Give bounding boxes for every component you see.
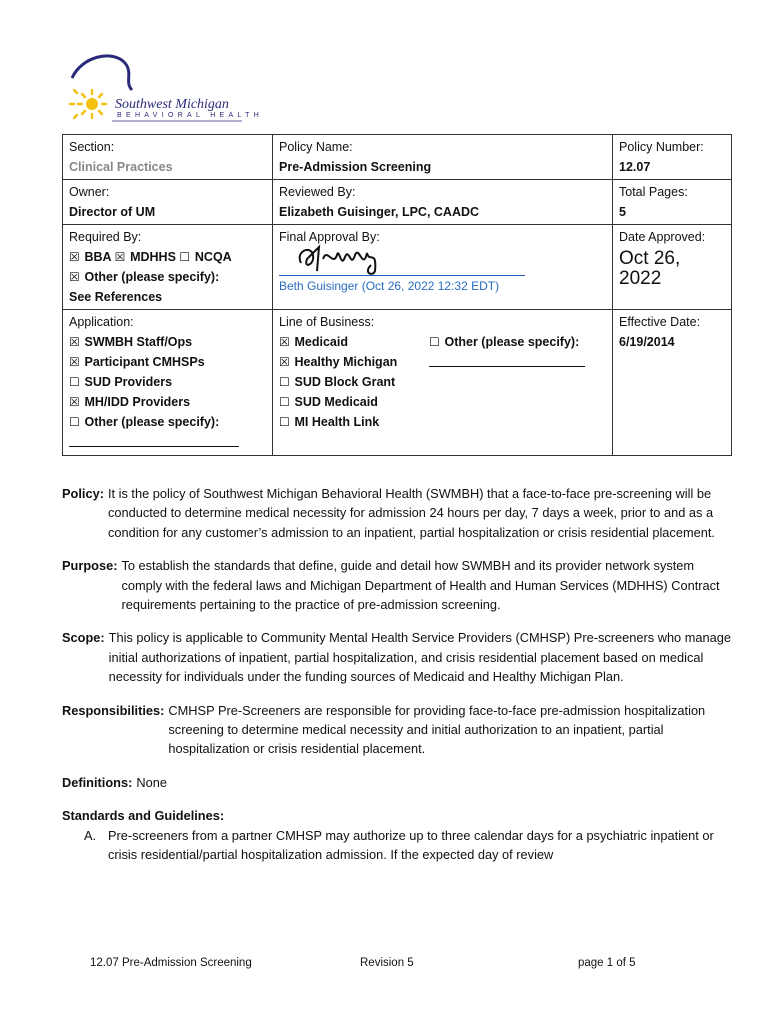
scope-label: Scope: [62, 630, 105, 646]
section-cell [63, 135, 273, 180]
section-value: Clinical Practices [69, 160, 173, 174]
policy-name-cell [273, 135, 613, 180]
policy-body [62, 484, 732, 865]
checked-box-icon[interactable]: ☒ [69, 335, 80, 349]
checked-box-icon[interactable]: ☒ [279, 335, 290, 349]
definitions-paragraph [62, 773, 732, 792]
logo-name: Southwest Michigan [115, 97, 229, 112]
application-other-blank[interactable] [69, 432, 239, 447]
checked-box-icon[interactable]: ☒ [69, 250, 80, 264]
effective-date-cell [613, 310, 732, 456]
required-by-label: Required By: [69, 230, 142, 244]
responsibilities-label: Responsibilities: [62, 702, 165, 718]
policy-number-label: Policy Number: [619, 140, 704, 154]
policy-name-value: Pre-Admission Screening [279, 160, 432, 174]
application-label: Application: [69, 315, 134, 329]
policy-label: Policy: [62, 486, 104, 501]
footer-left: 12.07 Pre-Admission Screening [90, 957, 252, 969]
checked-box-icon[interactable]: ☒ [69, 355, 80, 369]
date-approved-value: Oct 26, 2022 [619, 248, 681, 289]
final-approval-cell [273, 225, 613, 310]
lob-other: Other (please specify): [444, 335, 580, 349]
reviewed-cell [273, 180, 613, 225]
unchecked-box-icon[interactable]: ☐ [279, 375, 290, 389]
application-item: Other (please specify): [84, 415, 220, 429]
checked-box-icon[interactable]: ☒ [279, 355, 290, 369]
standards-item-number: A. [84, 827, 97, 843]
required-mdhhs: MDHHS [130, 250, 176, 264]
unchecked-box-icon[interactable]: ☐ [179, 250, 191, 264]
total-pages-value: 5 [619, 205, 626, 219]
policy-header-table [62, 134, 732, 456]
signature-image [293, 241, 393, 277]
required-bba: BBA [84, 250, 112, 264]
purpose-label: Purpose: [62, 558, 118, 574]
footer-center: Revision 5 [360, 957, 414, 969]
checked-box-icon[interactable]: ☒ [114, 250, 126, 264]
unchecked-box-icon[interactable]: ☐ [69, 415, 80, 429]
unchecked-box-icon[interactable]: ☐ [429, 335, 440, 349]
date-approved-label: Date Approved: [619, 230, 706, 244]
line-of-business-cell [273, 310, 613, 456]
final-approval-label: Final Approval By: [279, 230, 380, 244]
effective-date-value: 6/19/2014 [619, 335, 675, 349]
scope-paragraph [62, 628, 732, 686]
owner-cell [63, 180, 273, 225]
purpose-text: To establish the standards that define, guide and detail how SWMBH and its provider network system comply with the federal laws and Michigan Department of Health and Human Services (MDHHS) Contract requirements pertaining to the practice of pre-admission screening. [121, 558, 720, 613]
policy-paragraph [62, 484, 732, 542]
required-other: Other (please specify): [84, 270, 220, 284]
policy-text: It is the policy of Southwest Michigan Behavioral Health (SWMBH) that a face-to-face pre-screening will be conducted to determine medical necessity for admission 24 hours per day, 7 days a week, prior to and as a condition for any customer’s admission to an inpatient, partial hospitalization or crisis residential placement. [107, 486, 715, 540]
total-pages-cell [613, 180, 732, 225]
footer-right: page 1 of 5 [578, 957, 636, 969]
lob-item: Healthy Michigan [294, 355, 398, 369]
unchecked-box-icon[interactable]: ☐ [279, 415, 290, 429]
logo-subtitle: BEHAVIORAL HEALTH [117, 112, 264, 119]
lob-label: Line of Business: [279, 315, 375, 329]
required-by-cell [63, 225, 273, 310]
standards-item-text: Pre-screeners from a partner CMHSP may authorize up to three calendar days for a psychiatric inpatient or crisis residential/partial hospitalization admission. If the expected day of review [108, 827, 714, 863]
application-item: MH/IDD Providers [84, 395, 191, 409]
policy-number-cell [613, 135, 732, 180]
lob-item: SUD Medicaid [294, 395, 378, 409]
standards-title: Standards and Guidelines: [62, 808, 225, 824]
lob-other-blank[interactable] [429, 352, 585, 367]
date-approved-cell [613, 225, 732, 310]
lob-item: MI Health Link [294, 415, 380, 429]
definitions-text: None [136, 774, 167, 790]
purpose-paragraph [62, 556, 732, 614]
unchecked-box-icon[interactable]: ☐ [279, 395, 290, 409]
application-item: SWMBH Staff/Ops [84, 335, 193, 349]
required-other-value: See References [69, 290, 163, 304]
application-item: Participant CMHSPs [84, 355, 205, 369]
total-pages-label: Total Pages: [619, 185, 688, 199]
effective-date-label: Effective Date: [619, 315, 701, 329]
standards-item [84, 826, 732, 865]
reviewed-value: Elizabeth Guisinger, LPC, CAADC [279, 205, 480, 219]
lob-item: SUD Block Grant [294, 375, 396, 389]
scope-text: This policy is applicable to Community Mental Health Service Providers (CMHSP) Pre-screeners who manage initial authorizations of inpatient, partial hospitalization, and crisis residential placement based on medical necessity for individuals under the funding sources of Medicaid and Healthy Michigan Plan. [108, 630, 731, 685]
responsibilities-paragraph [62, 701, 732, 759]
policy-number-value: 12.07 [619, 160, 651, 174]
checked-box-icon[interactable]: ☒ [69, 395, 80, 409]
definitions-label: Definitions: [62, 774, 133, 790]
reviewed-label: Reviewed By: [279, 185, 356, 199]
responsibilities-text: CMHSP Pre-Screeners are responsible for providing face-to-face pre-admission hospitalization screening to determine medical necessity and initial authorization to an inpatient, partial hospitalization or crisis residential placement. [168, 702, 706, 757]
checked-box-icon[interactable]: ☒ [69, 270, 80, 284]
lob-item: Medicaid [294, 335, 348, 349]
owner-value: Director of UM [69, 205, 156, 219]
section-label: Section: [69, 140, 115, 154]
required-ncqa: NCQA [194, 250, 232, 264]
signature-line[interactable] [279, 247, 525, 276]
unchecked-box-icon[interactable]: ☐ [69, 375, 80, 389]
application-item: SUD Providers [84, 375, 173, 389]
policy-name-label: Policy Name: [279, 140, 353, 154]
application-cell [63, 310, 273, 456]
owner-label: Owner: [69, 185, 110, 199]
signature-caption: Beth Guisinger (Oct 26, 2022 12:32 EDT) [279, 279, 500, 293]
